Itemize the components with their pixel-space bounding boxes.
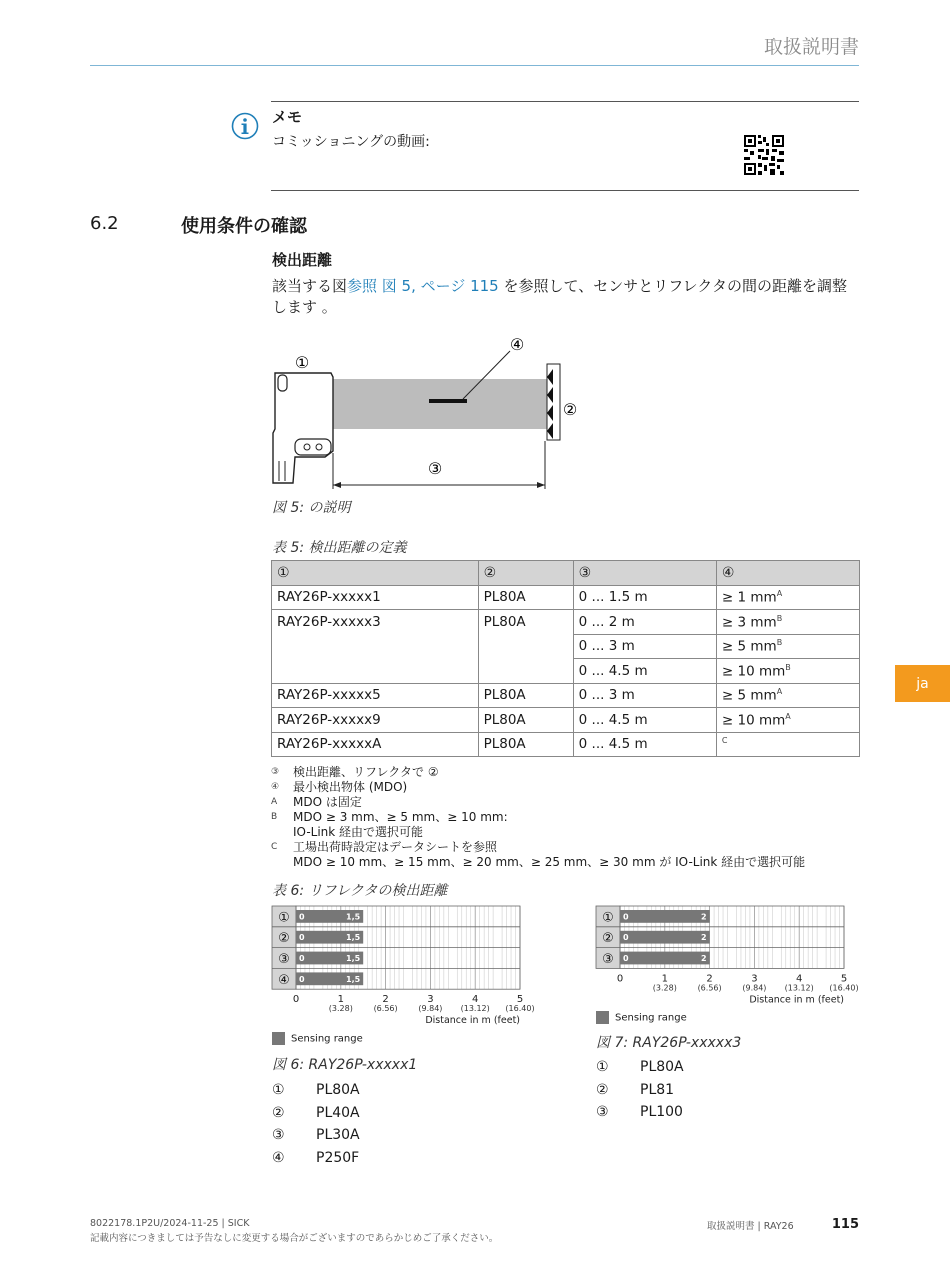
bar-end-label: 1,5 (346, 933, 361, 943)
sensor-body (273, 373, 333, 483)
header-divider (90, 65, 859, 66)
category-label: ① (278, 910, 290, 926)
table-cell: 0 ... 4.5 m (573, 659, 716, 684)
footnote-ref: B (785, 662, 791, 672)
callout-1: ① (294, 353, 310, 372)
table-cell: 0 ... 1.5 m (573, 585, 716, 610)
chart-2-reflector-list (596, 1056, 684, 1124)
list-item: ① PL80A (596, 1059, 684, 1075)
list-item: ② PL81 (596, 1081, 675, 1098)
note-row (271, 825, 805, 840)
table-header: ③ (573, 561, 716, 586)
table-cell: PL80A (478, 683, 573, 708)
note-row (271, 765, 805, 780)
table-cell: 0 ... 4.5 m (573, 732, 716, 757)
footnote-ref: A (785, 711, 791, 721)
callout-2: ② (562, 400, 578, 419)
paragraph-text-end: を参照して、センサとリフレクタの間の距離を調整します 。 (272, 277, 848, 316)
table-row (272, 683, 860, 708)
legend-swatch (272, 1032, 285, 1045)
x-tick-label: 3 (751, 973, 758, 985)
bar-start-label: 0 (623, 933, 629, 943)
figure-7-caption: 図 7: RAY26P-xxxxx3 (596, 1035, 742, 1051)
bar-end-label: 1,5 (346, 912, 361, 922)
footer-doc-title: 取扱説明書 | RAY26 (707, 1221, 794, 1232)
x-tick-feet-label: (3.28) (652, 983, 677, 993)
x-tick-feet-label: (9.84) (742, 983, 767, 993)
info-icon (231, 112, 259, 140)
list-item: ① PL80A (272, 1082, 360, 1098)
table-row (272, 585, 860, 610)
list-item: ④ P250F (272, 1149, 360, 1166)
footnote-ref: B (776, 638, 783, 647)
table-header: ② (478, 561, 573, 586)
x-tick-label: 5 (840, 973, 848, 985)
note-key: ③ (271, 767, 280, 777)
bar-end-label: 1,5 (346, 974, 361, 984)
range-bar (620, 952, 710, 965)
table-cell: 0 ... 4.5 m (573, 708, 716, 733)
table-cell: ≥ 10 $mm^A$ (716, 708, 859, 733)
section-number: 6.2 (90, 213, 119, 234)
note-key: C (271, 842, 278, 852)
table-cell: ≥ 10 $mm^B$ (716, 659, 859, 684)
category-label: ③ (278, 952, 290, 967)
note-key (271, 855, 293, 870)
detection-distance-table (271, 560, 860, 757)
legend-swatch (596, 1011, 609, 1024)
category-label: ③ (602, 952, 614, 967)
list-item: ② PL40A (272, 1104, 360, 1121)
note-text: 検出距離、リフレクタで ② (293, 765, 439, 779)
table-cell: PL80A (478, 610, 573, 684)
x-tick-label: 0 (616, 973, 624, 985)
table-cell: RAY26P-xxxxx3 (272, 610, 479, 684)
table-6-caption: 表 6: リフレクタの検出距離 (272, 883, 448, 899)
note-text: MDO ≥ 10 mm、≥ 15 mm、≥ 20 mm、≥ 25 mm、≥ 30 mm が IO-Link 経由で選択可能 (293, 855, 806, 869)
table-cell: RAY26P-xxxxx1 (272, 585, 479, 610)
x-tick-feet-label: (3.28) (328, 1004, 353, 1014)
figure-5-caption: 図 5: の説明 (272, 500, 351, 516)
legend-label: Sensing range (291, 1033, 363, 1045)
x-tick-feet-label: (13.12) (460, 1004, 490, 1014)
paragraph-text: 該当する図 (272, 277, 348, 295)
table-cell: RAY26P-xxxxx9 (272, 708, 479, 733)
footnote-ref: A (776, 589, 783, 598)
table-header-row (272, 561, 860, 586)
chart-1-legend (272, 1032, 363, 1045)
x-tick-label: 3 (427, 994, 434, 1006)
note-bottom-rule (271, 190, 859, 191)
footnote-ref: B (776, 613, 783, 623)
range-bar (620, 931, 710, 944)
note-top-rule (271, 101, 859, 102)
callout-4: ④ (509, 335, 525, 354)
table-row (272, 708, 860, 733)
table-cell: ≥ 5 $mm^B$ (716, 634, 859, 659)
x-tick-label: 1 (337, 994, 344, 1006)
note-text: IO-Link 経由で選択可能 (293, 825, 424, 839)
qr-code-icon[interactable] (744, 135, 784, 175)
bar-start-label: 0 (299, 954, 305, 963)
x-tick-label: 4 (796, 973, 803, 985)
category-label: ① (602, 910, 614, 926)
table-cell: RAY26P-xxxxx5 (272, 683, 479, 708)
table-cell: PL80A (478, 708, 573, 733)
table-cell (716, 732, 859, 757)
note-text: 工場出荷時設定はデータシートを参照 (293, 840, 498, 854)
category-label: ② (602, 931, 614, 947)
document-header-title: 取扱説明書 (763, 36, 859, 58)
range-bar (620, 910, 710, 923)
body-paragraph (272, 276, 860, 318)
table-header: ① (272, 561, 479, 586)
x-tick-label: 5 (516, 994, 524, 1006)
footnote-ref: C (721, 736, 728, 745)
table-cell: ≥ 5 $mm^A$ (716, 683, 859, 708)
x-tick-label: 4 (472, 994, 479, 1006)
x-tick-feet-label: (16.40) (505, 1004, 535, 1014)
x-axis-label: Distance in m (feet) (425, 1015, 520, 1027)
section-title: 使用条件の確認 (181, 216, 307, 237)
table-cell: RAY26P-xxxxxA (272, 732, 479, 757)
note-key (271, 825, 293, 840)
bar-start-label: 0 (623, 912, 629, 922)
sensor-reflector-diagram (265, 333, 595, 493)
category-label: ② (278, 931, 290, 947)
chart-2-legend (596, 1011, 687, 1024)
table-row (272, 610, 860, 635)
note-text: MDO ≥ 3 mm、≥ 5 mm、≥ 10 mm: (293, 810, 508, 824)
x-tick-label: 2 (706, 973, 713, 985)
bar-end-label: 2 (701, 954, 707, 963)
table-cell: PL80A (478, 732, 573, 757)
category-label: ④ (278, 972, 290, 988)
table-cell: 0 ... 3 m (573, 683, 716, 708)
bar-start-label: 0 (299, 912, 305, 922)
table-notes (271, 765, 805, 870)
page-number: 115 (831, 1217, 859, 1232)
footnote-ref: A (776, 687, 783, 696)
table-header: ④ (716, 561, 859, 586)
light-beam (333, 379, 547, 429)
bar-start-label: 0 (299, 974, 305, 984)
note-row (271, 795, 805, 810)
note-key: B (271, 812, 278, 822)
chart-1-reflector-list (272, 1079, 360, 1169)
table-5-caption: 表 5: 検出距離の定義 (272, 540, 407, 556)
note-key: A (271, 797, 278, 807)
legend-label: Sensing range (615, 1012, 687, 1024)
note-heading: メモ (272, 108, 303, 126)
note-row (271, 840, 805, 855)
subsection-title: 検出距離 (272, 251, 333, 269)
bar-start-label: 0 (299, 933, 305, 943)
min-detectable-object (429, 399, 467, 403)
x-tick-feet-label: (16.40) (829, 983, 859, 993)
table-row (272, 732, 860, 757)
list-item: ③ PL30A (272, 1127, 360, 1143)
figure-6-caption: 図 6: RAY26P-xxxxx1 (272, 1057, 418, 1073)
x-tick-label: 0 (292, 994, 300, 1006)
table-cell: PL80A (478, 585, 573, 610)
x-tick-feet-label: (9.84) (418, 1004, 443, 1014)
callout-3: ③ (427, 459, 443, 478)
note-row (271, 855, 805, 870)
table-cell: ≥ 1 $mm^A$ (716, 585, 859, 610)
x-tick-feet-label: (6.56) (697, 983, 722, 993)
note-key: ④ (271, 782, 280, 792)
note-text: MDO は固定 (293, 795, 362, 809)
bar-end-label: 1,5 (346, 954, 361, 963)
reflector-range-chart-1 (270, 904, 542, 1028)
note-text: コミッショニングの動画: (272, 134, 430, 150)
x-tick-label: 1 (661, 973, 668, 985)
bar-end-label: 2 (701, 912, 707, 922)
footer-disclaimer: 記載内容につきましては予告なしに変更する場合がございますのであらかじめご了承ください。 (90, 1233, 499, 1244)
bar-start-label: 0 (623, 954, 629, 963)
list-item: ③ PL100 (596, 1104, 683, 1120)
note-row (271, 780, 805, 795)
note-text: 最小検出物体 (MDO) (293, 780, 408, 794)
figure-reference-link[interactable]: 参照 図 5, ページ 115 (347, 277, 499, 295)
table-cell: 0 ... 2 m (573, 610, 716, 635)
x-axis-label: Distance in m (feet) (749, 994, 844, 1006)
x-tick-label: 2 (382, 994, 389, 1006)
x-tick-feet-label: (13.12) (784, 983, 814, 993)
note-row (271, 810, 805, 825)
footer-doc-id: 8022178.1P2U/2024-11-25 | SICK (90, 1218, 250, 1229)
reflector-range-chart-2 (594, 904, 862, 1028)
table-cell: ≥ 3 $mm^B$ (716, 610, 859, 635)
bar-end-label: 2 (701, 933, 707, 943)
x-tick-feet-label: (6.56) (373, 1004, 398, 1014)
language-tab[interactable]: ja (895, 665, 950, 702)
table-cell: 0 ... 3 m (573, 634, 716, 659)
